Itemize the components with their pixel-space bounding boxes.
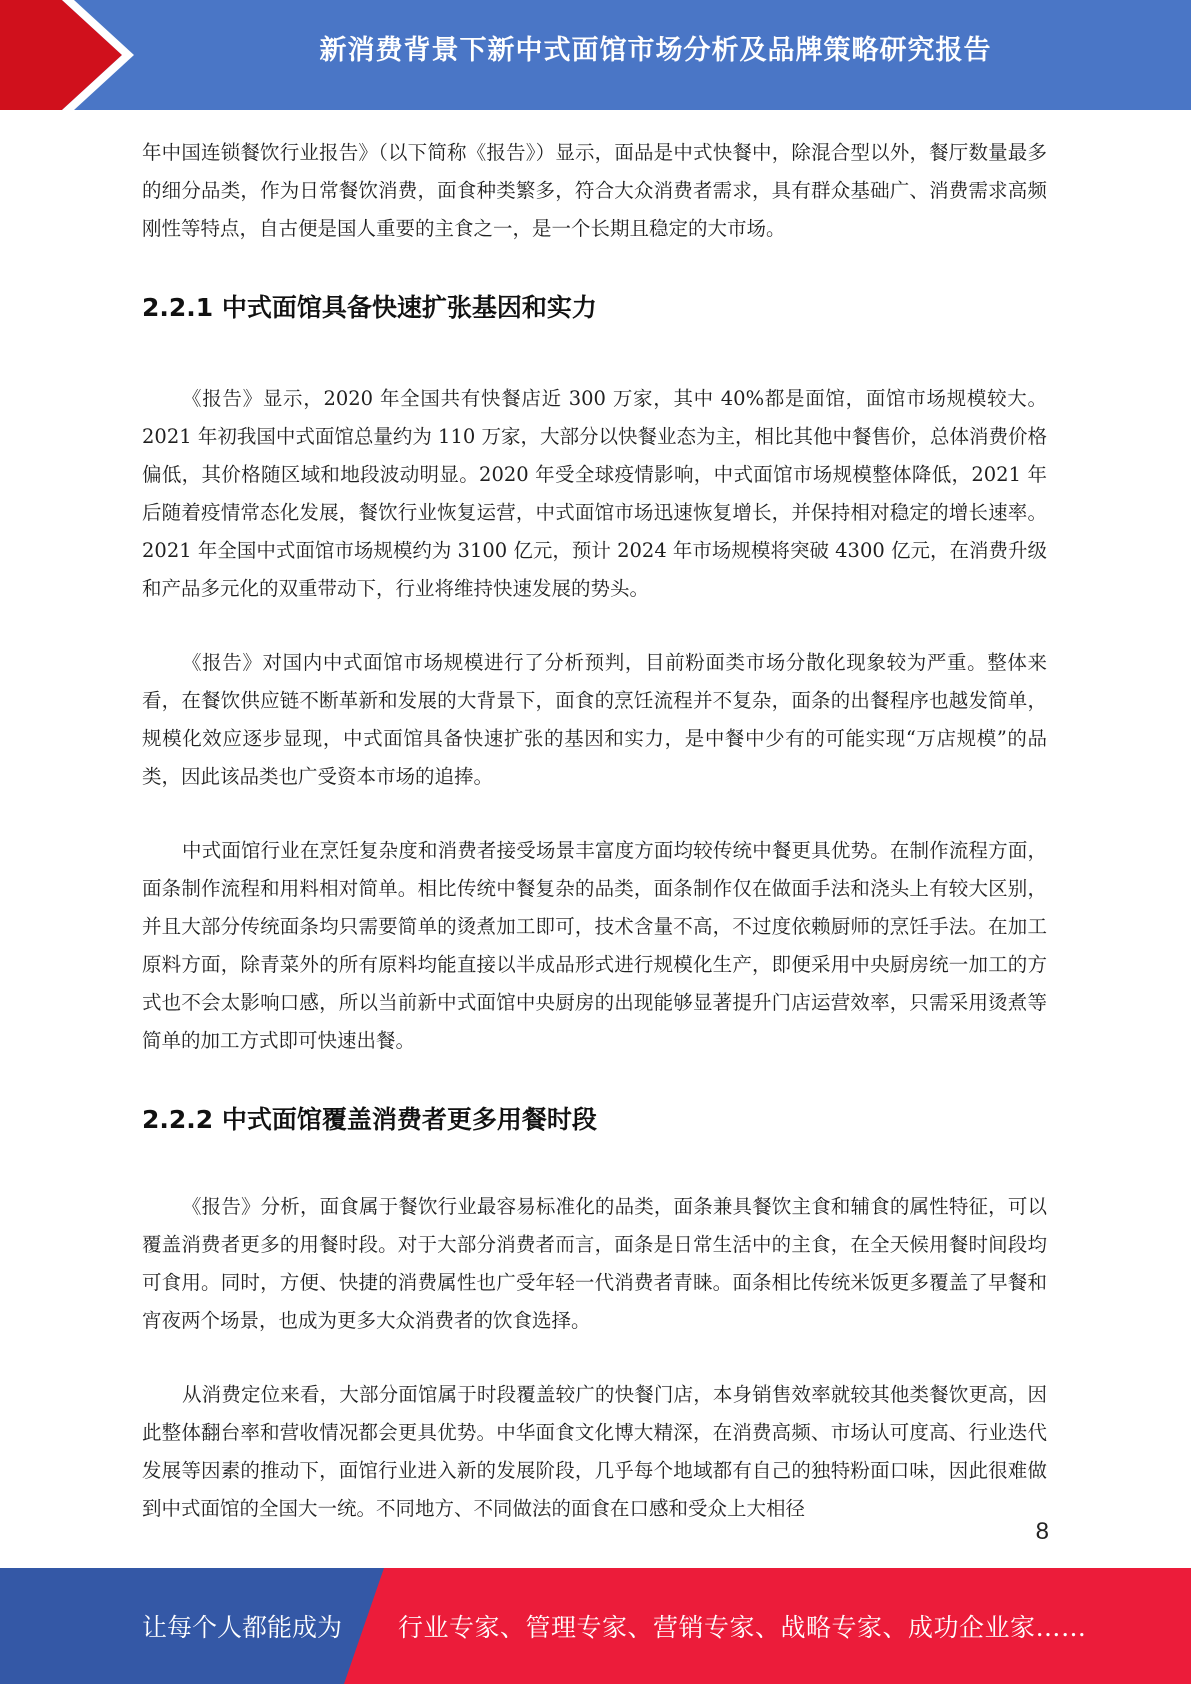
intro-paragraph: 年中国连锁餐饮行业报告》（以下简称《报告》）显示，面品是中式快餐中，除混合型以外，餐厅数量最多的细分品类，作为日常餐饮消费，面食种类繁多，符合大众消费者需求，具有群众基础广、消费需求高频刚性等特点，自古便是国人重要的主食之一，是一个长期且稳定的大市场。	[142, 141, 1047, 240]
section2-paragraph-2: 从消费定位来看，大部分面馆属于时段覆盖较广的快餐门店，本身销售效率就较其他类餐饮更高，因此整体翻台率和营收情况都会更具优势。中华面食文化博大精深，在消费高频、市场认可度高、行业迭代发展等因素的推动下，面馆行业进入新的发展阶段，几乎每个地域都有自己的独特粉面口味，因此很难做到中式面馆的全国大一统。不同地方、不同做法的面食在口感和受众上大相径	[142, 1383, 1047, 1520]
page-number: 8	[1035, 1518, 1049, 1545]
main-content	[142, 134, 1047, 1528]
section1-paragraph-2: 《报告》对国内中式面馆市场规模进行了分析预判，目前粉面类市场分散化现象较为严重。整体来看，在餐饮供应链不断革新和发展的大背景下，面食的烹饪流程并不复杂，面条的出餐程序也越发简单，规模化效应逐步显现，中式面馆具备快速扩张的基因和实力，是中餐中少有的可能实现“万店规模”的品类，因此该品类也广受资本市场的追捧。	[142, 651, 1047, 788]
page-header	[0, 0, 1191, 110]
page-footer	[0, 1568, 1191, 1684]
section1-paragraph-1: 《报告》显示，2020 年全国共有快餐店近 300 万家，其中 40%都是面馆，面馆市场规模较大。2021 年初我国中式面馆总量约为 110 万家，大部分以快餐业态为主，相比其他中餐售价，总体消费价格偏低，其价格随区域和地段波动明显。2020 年受全球疫情影响，中式面馆市场规模整体降低，2021 年后随着疫情常态化发展，餐饮行业恢复运营，中式面馆市场迅速恢复增长，并保持相对稳定的增长速率。2021 年全国中式面馆市场规模约为 3100 亿元，预计 2024 年市场规模将突破 4300 亿元，在消费升级和产品多元化的双重带动下，行业将维持快速发展的势头。	[142, 387, 1047, 600]
report-title: 新消费背景下新中式面馆市场分析及品牌策略研究报告	[319, 35, 992, 66]
section1-paragraph-3: 中式面馆行业在烹饪复杂度和消费者接受场景丰富度方面均较传统中餐更具优势。在制作流程方面，面条制作流程和用料相对简单。相比传统中餐复杂的品类，面条制作仅在做面手法和浇头上有较大区别，并且大部分传统面条均只需要简单的烫煮加工即可，技术含量不高，不过度依赖厨师的烹饪手法。在加工原料方面，除青菜外的所有原料均能直接以半成品形式进行规模化生产，即便采用中央厨房统一加工的方式也不会太影响口感，所以当前新中式面馆中央厨房的出现能够显著提升门店运营效率，只需采用烫煮等简单的加工方式即可快速出餐。	[142, 839, 1047, 1052]
section-heading-2-2-1: 2.2.1 中式面馆具备快速扩张基因和实力	[142, 293, 597, 322]
section2-paragraph-1: 《报告》分析，面食属于餐饮行业最容易标准化的品类，面条兼具餐饮主食和辅食的属性特征，可以覆盖消费者更多的用餐时段。对于大部分消费者而言，面条是日常生活中的主食，在全天候用餐时间段均可食用。同时，方便、快捷的消费属性也广受年轻一代消费者青睐。面条相比传统米饭更多覆盖了早餐和宵夜两个场景，也成为更多大众消费者的饮食选择。	[142, 1195, 1047, 1332]
footer-slogan-right: 行业专家、管理专家、营销专家、战略专家、成功企业家……	[398, 1613, 1087, 1642]
header-chevron-decoration	[0, 0, 150, 110]
footer-slogan-left: 让每个人都能成为	[142, 1613, 343, 1642]
section-heading-2-2-2: 2.2.2 中式面馆覆盖消费者更多用餐时段	[142, 1105, 597, 1134]
